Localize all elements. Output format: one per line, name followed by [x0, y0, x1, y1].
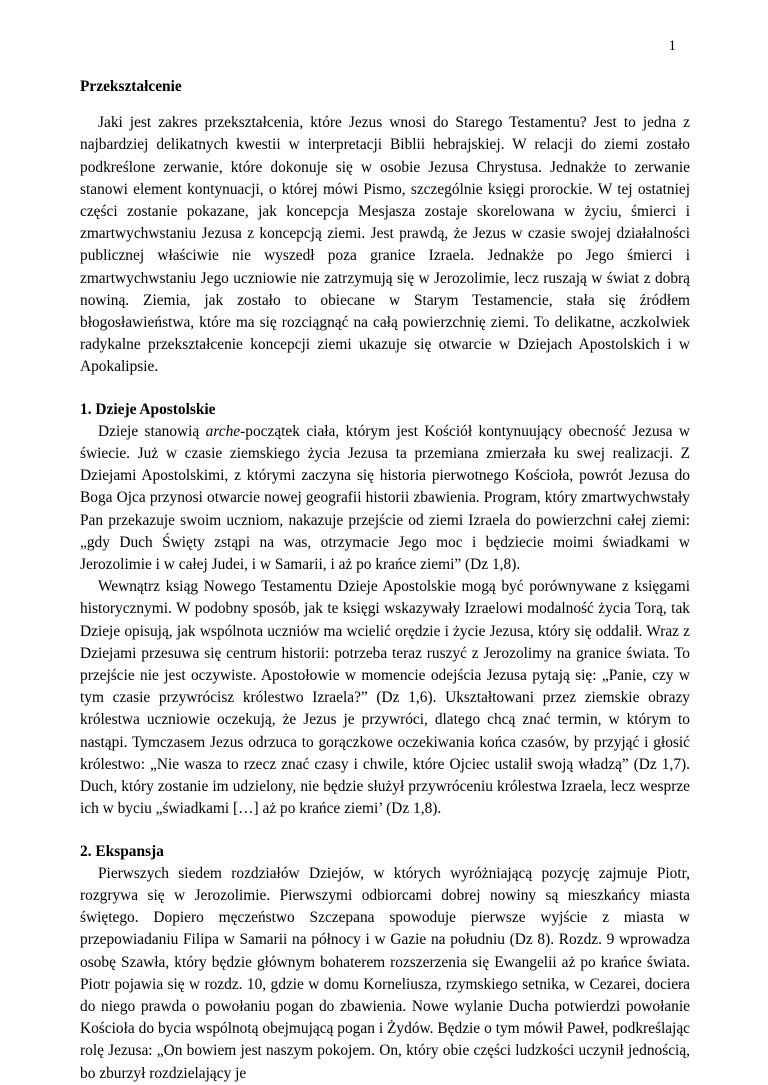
section-expansion-paragraph-1: Pierwszych siedem rozdziałów Dziejów, w których wyróżniającą pozycję zajmuje Piotr, rozgrywa się w Jerozolimie. Pierwszymi odbiorcami dobrej nowiny są mieszkańcy miasta świętego. Dopiero męczeństwo Szczepana spowoduje pierwsze wyjście z miasta w przepowiadaniu Filipa w Samarii na północy i w Gazie na południu (Dz 8). Rozdz. 9 wprowadza osobę Szawła, który będzie głównym bohaterem rozszerzenia się Ewangelii aż po krańce świata. Piotr pojawia się w rozdz. 10, gdzie w domu Korneliusza, rzymskiego setnika, w Cezarei, dociera do niego prawda o powołaniu pogan do zbawienia. Nowe wylanie Ducha potwierdzi powołanie Kościoła do bycia wspólnotą obejmującą pogan i Żydów. Będzie o tym mówił Paweł, podkreślając rolę Jezusa: „On bowiem jest naszym pokojem. On, który obie części ludzkości uczynił jednością, bo zburzył rozdzielający je — [80, 864, 690, 1082]
section-heading-acts: 1. Dzieje Apostolskie — [80, 400, 216, 418]
section-heading-expansion: 2. Ekspansja — [80, 842, 164, 860]
section-acts-paragraph-2: Wewnątrz ksiąg Nowego Testamentu Dzieje Apostolskie mogą być porównywane z księgami historycznymi. W podobny sposób, jak te księgi wskazywały Izraelowi modalność życia Torą, tak Dzieje opisują, jak wspólnota uczniów ma wcielić orędzie i życie Jezusa, który się oddalił. Wraz z Dziejami przesuwa się centrum historii: potrzeba teraz ruszyć z Jerozolimy na granice świata. To przejście nie jest oczywiste. Apostołowie w momencie odejścia Jezusa pytają się: „Panie, czy w tym czasie przywrócisz królestwo Izraela?” (Dz 1,6). Ukształtowani przez ziemskie obrazy królestwa uczniowie oczekują, że Jezus je przywróci, dlatego chcą znać termin, w którym to nastąpi. Tymczasem Jezus odrzuca to gorączkowe oczekiwania końca czasów, by przyjąć i głosić królestwo: „Nie wasza to rzecz znać czasy i chwile, które Ojciec ustalił swoją władzą” (Dz 1,7). Duch, który zostanie im udzielony, nie będzie służył przywróceniu królestwa Izraela, lecz wesprze ich w byciu „świadkami […] aż po krańce ziemi’ (Dz 1,8). — [80, 578, 690, 818]
intro-paragraph: Jaki jest zakres przekształcenia, które Jezus wnosi do Starego Testamentu? Jest to jedna z najbardziej delikatnych kwestii w interpretacji Biblii hebrajskiej. W relacji do ziemi zostało podkreślone zerwanie, które dokonuje się w osobie Jezusa Chrystusa. Jednakże to zerwanie stanowi element kontynuacji, o której mówi Pismo, szczególnie księgi prorockie. W tej ostatniej części zostanie pokazane, jak koncepcja Mesjasza zostaje skorelowana w życiu, śmierci i zmartwychwstaniu Jezusa z koncepcją ziemi. Jest prawdą, że Jezus w czasie swojej działalności publicznej właściwie nie wyszedł poza granice Izraela. Jednakże po Jego śmierci i zmartwychwstaniu Jego uczniowie nie zatrzymują się w Jerozolimie, lecz ruszają w świat z dobrą nowiną. Ziemia, jak zostało to obiecane w Starym Testamencie, stała się źródłem błogosławieństwa, które ma się rozciągnąć na całą powierzchnię ziemi. To delikatne, aczkolwiek radykalne przekształcenie koncepcji ziemi ukazuje się otwarcie w Dziejach Apostolskich i w Apokalipsie. — [80, 114, 690, 376]
document-title: Przekształcenie — [80, 78, 182, 95]
page-number: 1 — [668, 38, 676, 54]
paragraph-text: -początek ciała, którym jest Kościół kontynuujący obecność Jezusa w świecie. Już w czasie ziemskiego życia Jezusa ta przemiana zmierzała ku swej realizacji. Z Dziejami Apostolskimi, z którymi zaczyna się historia pierwotnego Kościoła, powrót Jezusa do Boga Ojca przynosi otwarcie nowej geografii historii zbawienia. Program, który zmartwychwstały Pan przekazuje swoim uczniom, nakazuje przejście od ziemi Izraela do powierzchni całej ziemi: „gdy Duch Święty zstąpi na was, otrzymacie Jego moc i będziecie moimi świadkami w Jerozolimie i w całej Judei, i w Samarii, i aż po krańce ziemi” (Dz 1,8). — [80, 422, 690, 574]
paragraph-text: Dzieje stanowią — [98, 422, 206, 440]
document-body — [80, 76, 690, 1085]
section-acts-paragraph-1 — [80, 421, 690, 576]
emphasis-arche: arche — [205, 422, 241, 440]
